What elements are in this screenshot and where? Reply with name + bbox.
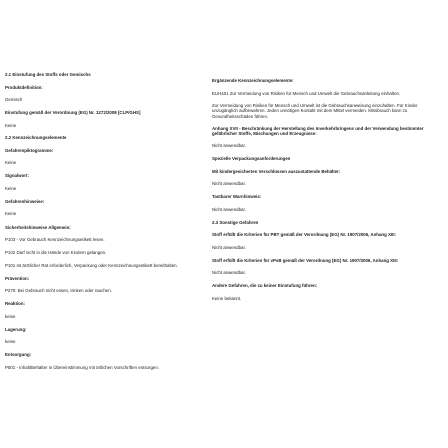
field-label: Gefahrenhinweise:: [5, 199, 45, 204]
field-value: Nicht anwendbar.: [212, 207, 246, 212]
section-heading: 2.3 Sonstige Gefahren: [212, 220, 259, 225]
field-label: Sicherheitshinweise Allgemein:: [5, 225, 71, 230]
field-value: Nicht anwendbar.: [212, 143, 246, 148]
field-value: EUH401 Zur Vermeidung von Risiken für Mensch und Umwelt die Gebrauchsanleitung einhalten.: [212, 91, 401, 96]
field-value: P103 - Vor Gebrauch Kennzeichnungsetikett lesen.: [5, 237, 105, 242]
field-value: Gemisch: [5, 97, 23, 102]
section-heading: 2.1 Einstufung des Stoffs oder Gemischs: [5, 72, 91, 77]
field-value: Keine: [5, 211, 17, 216]
field-label: Stoff erfüllt die Kriterien für PBT gemäß der Verordnung (EG) Nr. 1907/2006, Anhang XIII:: [212, 232, 397, 237]
field-label: Mit kindergesicherten Verschlüssen auszustattende Behälter:: [212, 169, 341, 174]
field-label: Gefahrenpiktogramme:: [5, 148, 54, 153]
field-value: P501 - Inhalt/Behälter in Übereinstimmung mit örtlichen Vorschriften entsorgen.: [5, 365, 159, 370]
field-value: Nicht anwendbar.: [212, 245, 246, 250]
field-value: P270: Bei Gebrauch nicht essen, trinken oder rauchen.: [5, 288, 112, 293]
field-value: Keine: [5, 123, 17, 128]
field-value: Keine: [5, 160, 17, 165]
field-label: Anhang XVII - Beschränkung der Herstellung des Inverkehrbringens und der Verwendung bestimmter gefährlicher Stoffe, Mischungen und Erzeugnisse:: [212, 126, 424, 137]
field-value: Zur Vermeidung von Risiken für Mensch und Umwelt ist die Gebrauchsanweisung einzuhalten. Für Kinder unzugänglich aufbewahren. Jeden unnötigen Kontakt mit dem Mittel vermeiden. Missbrauch kann zu Gesundheitsschäden führen.: [212, 103, 418, 119]
section-heading: 2.2 Kennzeichnungselemente: [5, 135, 67, 140]
field-label: Signalwort:: [5, 173, 29, 178]
field-label: Stoff erfüllt die Kriterien für vPvB gemäß der Verordnung (EG) Nr. 1907/2006, Anhang XIII:: [212, 258, 399, 263]
field-value: Nicht anwendbar.: [212, 270, 246, 275]
field-label: Spezielle Verpackungsanforderungen: [212, 156, 291, 161]
field-label: Tastbarer Warnhinweis:: [212, 194, 262, 199]
field-label: Reaktion:: [5, 301, 26, 306]
field-value: Keine: [5, 186, 17, 191]
field-label: Lagerung:: [5, 327, 27, 332]
field-value: P101 Ist ärztlicher Rat erforderlich, Verpackung oder Kennzeichnungsetikett bereithalten.: [5, 263, 178, 268]
field-label: Ergänzende Kennzeichnungselemente:: [212, 78, 294, 83]
field-label: Andere Gefahren, die zu keiner Einstufung führen:: [212, 283, 318, 288]
field-label: Produktdefinition:: [5, 85, 43, 90]
field-value: keine: [5, 314, 16, 319]
field-value: Keine bekannt.: [212, 296, 242, 301]
field-value: Nicht anwendbar.: [212, 181, 246, 186]
field-label: Entsorgung:: [5, 352, 32, 357]
field-label: Einstufung gemäß der Verordnung (EG) Nr. 1272/2008 [CLP/GHS]: [5, 110, 141, 115]
field-value: P102 Darf nicht in die Hände von Kindern gelangen.: [5, 250, 107, 255]
field-label: Prävention:: [5, 276, 30, 281]
field-value: keine: [5, 339, 16, 344]
